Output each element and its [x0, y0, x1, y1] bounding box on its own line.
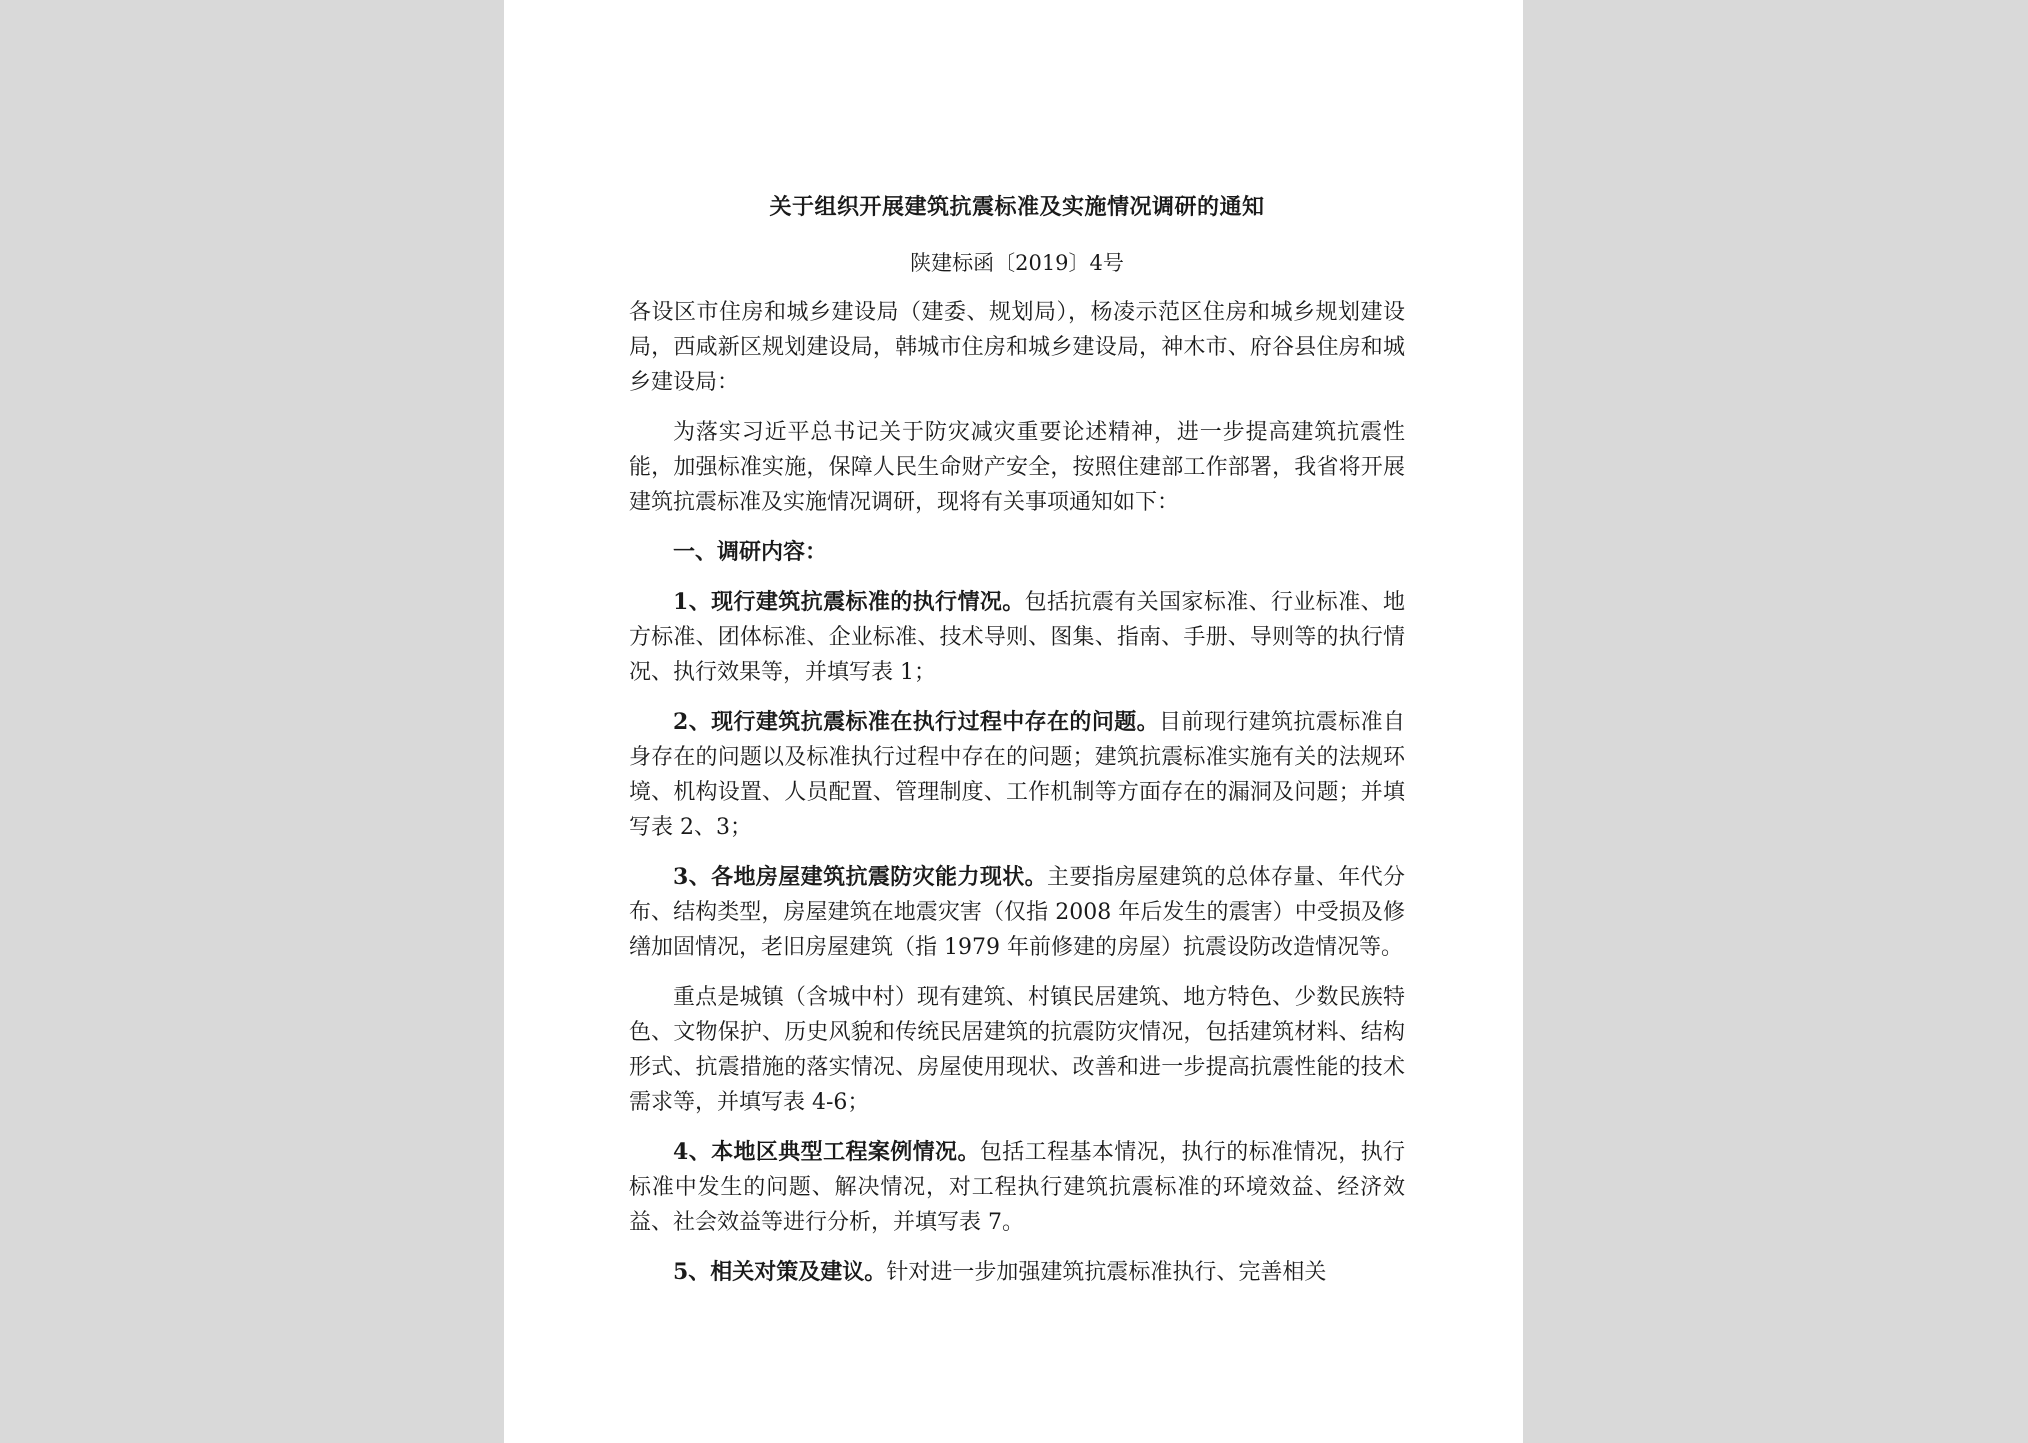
document-content	[629, 180, 1405, 1305]
item-text-4: 包括工程基本情况，执行的标准情况，执行标准中发生的问题、解决情况，对工程执行建筑抗震标准的环境效益、经济效益、社会效益等进行分析，并填写表 7。	[629, 1140, 1405, 1235]
item-heading-1: 1、现行建筑抗震标准的执行情况。	[673, 589, 1025, 615]
item-heading-2: 2、现行建筑抗震标准在执行过程中存在的问题。	[673, 709, 1160, 735]
item-text-3: 主要指房屋建筑的总体存量、年代分布、结构类型，房屋建筑在地震灾害（仅指 2008 年后发生的震害）中受损及修缮加固情况，老旧房屋建筑（指 1979 年前修建的房屋）抗震设防改造情况等。	[629, 865, 1405, 960]
item-paragraph-4	[629, 1135, 1405, 1240]
item-paragraph-2	[629, 705, 1405, 845]
document-title: 关于组织开展建筑抗震标准及实施情况调研的通知	[769, 194, 1265, 220]
item-heading-4: 4、本地区典型工程案例情况。	[673, 1139, 980, 1165]
item-text-2: 目前现行建筑抗震标准自身存在的问题以及标准执行过程中存在的问题；建筑抗震标准实施有关的法规环境、机构设置、人员配置、管理制度、工作机制等方面存在的漏洞及问题；并填写表 2、3；	[629, 710, 1405, 840]
item-heading-5: 5、相关对策及建议。	[673, 1259, 887, 1285]
item-paragraph-3	[629, 860, 1405, 965]
intro-paragraph: 为落实习近平总书记关于防灾减灾重要论述精神，进一步提高建筑抗震性能，加强标准实施，保障人民生命财产安全，按照住建部工作部署，我省将开展建筑抗震标准及实施情况调研，现将有关事项通知如下：	[629, 420, 1405, 515]
salutation-paragraph: 各设区市住房和城乡建设局（建委、规划局），杨凌示范区住房和城乡规划建设局，西咸新区规划建设局，韩城市住房和城乡建设局，神木市、府谷县住房和城乡建设局：	[629, 300, 1405, 395]
item-text-1: 包括抗震有关国家标准、行业标准、地方标准、团体标准、企业标准、技术导则、图集、指南、手册、导则等的执行情况、执行效果等，并填写表 1；	[629, 590, 1405, 685]
item-paragraph-5	[629, 1255, 1405, 1290]
document-number: 陕建标函〔2019〕4号	[910, 251, 1124, 275]
item-paragraph-1	[629, 585, 1405, 690]
section-heading-text: 一、调研内容：	[673, 539, 828, 565]
document-page	[504, 0, 1523, 1443]
section-heading	[629, 535, 1405, 570]
item-text-5: 针对进一步加强建筑抗震标准执行、完善相关	[886, 1260, 1327, 1285]
item-heading-3: 3、各地房屋建筑抗震防灾能力现状。	[673, 864, 1048, 890]
emphasis-paragraph: 重点是城镇（含城中村）现有建筑、村镇民居建筑、地方特色、少数民族特色、文物保护、历史风貌和传统民居建筑的抗震防灾情况，包括建筑材料、结构形式、抗震措施的落实情况、房屋使用现状、改善和进一步提高抗震性能的技术需求等，并填写表 4-6；	[629, 985, 1405, 1115]
